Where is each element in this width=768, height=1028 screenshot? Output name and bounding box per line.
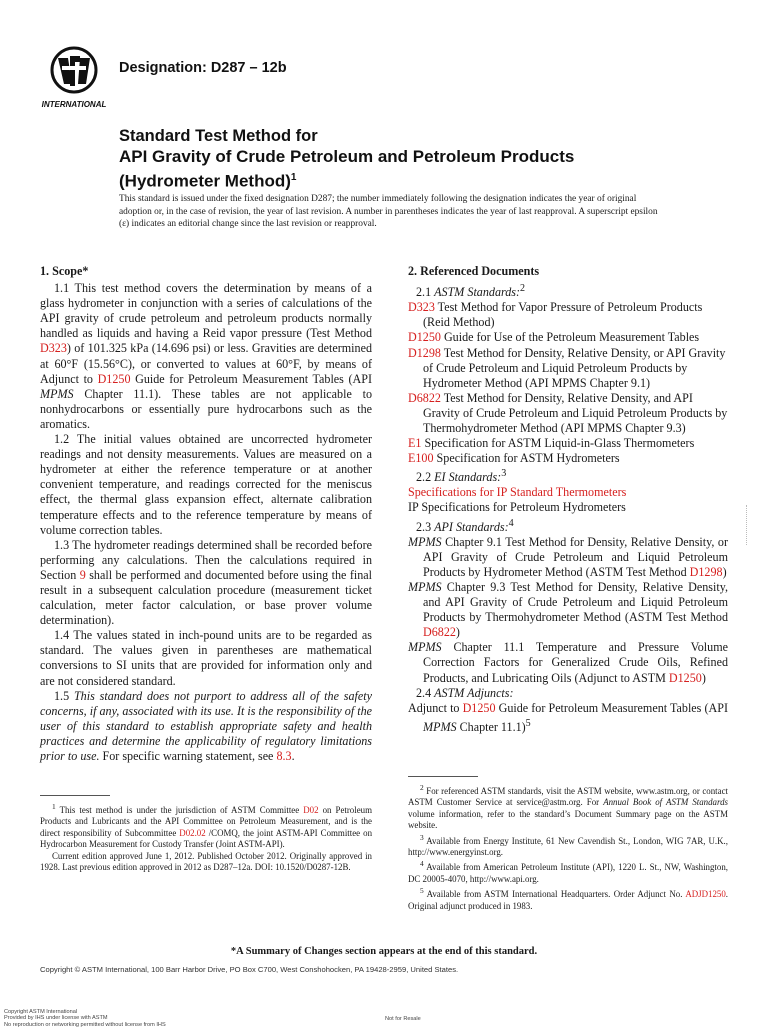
footnote-rule-left: [40, 795, 110, 796]
astm-standard-item: [408, 330, 728, 345]
footnote-3: $^3$ Available from Energy Institute, 61 New Cavendish St., London, WIG 7AR, U.K., http://www.energyinst.org.: [408, 832, 728, 857]
footnote-4: $^4$ Available from American Petroleum Institute (API), 1220 L. St., NW, Washington, DC 20005-4070, http://www.api.org.: [408, 859, 728, 884]
scope-heading: 1. Scope*: [40, 264, 89, 278]
astm-standard-code-link[interactable]: D323: [408, 300, 435, 315]
astm-standard-title: Specification for ASTM Liquid-in-Glass Thermometers: [421, 436, 695, 451]
scope-1-2: 1.2 The initial values obtained are uncorrected hydrometer readings and not density measurements. Values are measured on a hydrometer at either the reference temperature or at another convenient temperature, and readings corrected for the meniscus effect, the thermal glass expansion effect, alternate calibration temperature effects and to the reference temperature by means of volume correction tables.: [40, 432, 372, 537]
astm-standards-list: [408, 300, 728, 466]
footnote-right: [408, 782, 728, 912]
astm-logo: [34, 44, 114, 112]
title-block: [119, 127, 574, 192]
link-d1250-api[interactable]: D1250: [668, 670, 702, 685]
logo-text: INTERNATIONAL: [41, 100, 107, 109]
scope-1-5: 1.5 This standard does not purport to address all of the safety concerns, if any, associated with its use. It is the responsibility of the user of this standard to establish appropriate safety and health practices and determine the applicability of regulatory limitations prior to use. For specific warning statement, see 8.3.: [40, 688, 372, 763]
astm-standard-code-link[interactable]: D1298: [408, 345, 441, 360]
astm-standard-code-link[interactable]: D1250: [408, 330, 441, 345]
ei-spec-thermometers[interactable]: Specifications for IP Standard Thermometers: [408, 485, 627, 500]
scope-1-4: 1.4 The values stated in inch-pound units are to be regarded as standard. The values given in parentheses are mathematical conversions to SI units that are provided for information only and are not considered standard.: [40, 628, 372, 688]
title-line-3: (Hydrometer Method)$^1$: [119, 171, 297, 191]
scope-1-1: 1.1 This test method covers the determination by means of a glass hydrometer in conjunction with a series of calculations of the API gravity of crude petroleum and petroleum products normally handled as liquids and having a Reid vapor pressure (Test Method D323) of 101.325 kPa (14.696 psi) or less. Gravities are determined at 60°F (15.56°C), or converted to values at 60°F, by means of Adjunct to D1250 Guide for Petroleum Measurement Tables (API MPMS Chapter 11.1). These tables are not applicable to nonhydrocarbons or essentially pure hydrocarbons such as the aromatics.: [40, 281, 372, 431]
link-d6822[interactable]: D6822: [423, 625, 456, 640]
api-mpms-9-1: MPMS Chapter 9.1 Test Method for Density, Relative Density, or API Gravity of Crude Petroleum and Liquid Petroleum Products by Hydrometer Method (ASTM Test Method D1298): [408, 534, 728, 579]
astm-standard-item: [408, 451, 728, 466]
astm-standard-item: [408, 300, 728, 330]
astm-standard-code-link[interactable]: E100: [408, 451, 434, 466]
link-section-9[interactable]: 9: [79, 567, 86, 582]
link-d1250[interactable]: D1250: [97, 371, 131, 386]
ei-spec-hydrometers: IP Specifications for Petroleum Hydrometers: [408, 500, 626, 515]
link-adjd1250[interactable]: ADJD1250: [685, 889, 726, 900]
astm-standard-title: Guide for Use of the Petroleum Measurement Tables: [440, 330, 700, 345]
api-mpms-9-3: MPMS Chapter 9.3 Test Method for Density, Relative Density, and API Gravity of Crude Petroleum and Liquid Petroleum Products by Thermohydrometer Method (ASTM Test Method D6822): [408, 579, 728, 640]
footnote-1: $^1$ This test method is under the jurisdiction of ASTM Committee D02 on Petroleum Products and Lubricants and the API Committee on Petroleum Measurement, and is the direct responsibility of Subcommittee D02.02 /COMQ, the joint ASTM-API Committee on Hydrocarbon Measurement for Custody Transfer (Joint ASTM-API).: [40, 802, 373, 850]
astm-standard-item: [408, 436, 728, 451]
astm-standard-item: [408, 346, 728, 391]
license-watermark: Copyright ASTM International Provided by IHS under license with ASTM No reproduction or networking permitted without license from IHS: [4, 1009, 166, 1028]
footnote-1-edition: Current edition approved June 1, 2012. Published October 2012. Originally approved in 1928. Last previous edition approved in 2012 as D287–12a. DOI: 10.1520/D0287-12B.: [40, 850, 372, 872]
footnote-rule-right: [408, 776, 478, 777]
footnote-5: $^5$ Available from ASTM International Headquarters. Order Adjunct No. ADJD1250. Original adjunct produced in 1983.: [408, 886, 728, 911]
footnote-2: $^2$ For referenced ASTM standards, visit the ASTM website, www.astm.org, or contact ASTM Customer Service at service@astm.org. For Annual Book of ASTM Standards volume information, refer to the standard’s Document Summary page on the ASTM website.: [408, 783, 728, 831]
title-line-2: API Gravity of Crude Petroleum and Petroleum Products: [119, 147, 575, 166]
astm-standard-title: Test Method for Vapor Pressure of Petroleum Products (Reid Method): [423, 300, 703, 330]
designation: Designation: D287 – 12b: [119, 60, 287, 76]
title-footnote-ref[interactable]: 1: [290, 172, 297, 183]
link-d1250-adjunct[interactable]: D1250: [462, 700, 496, 715]
link-d1298[interactable]: D1298: [689, 564, 723, 579]
astm-standard-title: Test Method for Density, Relative Density, or API Gravity of Crude Petroleum and Liquid Petroleum Products by Hydrometer Method (API MPMS Chapter 9.1): [423, 345, 726, 390]
link-d02-02[interactable]: D02.02: [179, 827, 206, 838]
refs-2-3: 2.3 API Standards:$^4$: [416, 517, 514, 534]
astm-standard-code-link[interactable]: E1: [408, 436, 422, 451]
link-8-3[interactable]: 8.3: [276, 749, 292, 763]
astm-standard-code-link[interactable]: D6822: [408, 390, 441, 405]
refs-2-4: 2.4 ASTM Adjuncts:: [416, 685, 514, 700]
astm-standard-title: Test Method for Density, Relative Density, and API Gravity of Crude Petroleum and Liquid Petroleum Products by Thermohydrometer Method (API MPMS Chapter 9.3): [423, 390, 728, 435]
referenced-documents-section: [408, 264, 728, 735]
refs-2-1: 2.1 ASTM Standards:$^2$: [416, 283, 526, 300]
api-mpms-11-1: MPMS Chapter 11.1 Temperature and Pressure Volume Correction Factors for Generalized Crude Oils, Refined Products, and Lubricating Oils (Adjunct to ASTM D1250): [408, 640, 728, 685]
link-d323[interactable]: D323: [40, 341, 67, 356]
astm-standard-item: [408, 391, 728, 436]
summary-of-changes-note: *A Summary of Changes section appears at the end of this standard.: [230, 946, 538, 957]
side-mark: [746, 505, 749, 545]
not-for-resale: Not for Resale: [385, 1016, 421, 1022]
scope-section: [40, 264, 372, 764]
copyright-line: Copyright © ASTM International, 100 Barr Harbor Drive, PO Box C700, West Conshohocken, PA 19428-2959, United States.: [40, 965, 459, 974]
adjunct-d1250: Adjunct to D1250 Guide for Petroleum Measurement Tables (API MPMS Chapter 11.1)$^5$: [408, 700, 728, 734]
footnote-left: [40, 801, 372, 873]
refs-heading: 2. Referenced Documents: [408, 264, 540, 278]
astm-standard-title: Specification for ASTM Hydrometers: [433, 451, 620, 466]
issued-note: This standard is issued under the fixed designation D287; the number immediately following the designation indicates the year of original adoption or, in the case of revision, the year of last revision. A number in parentheses indicates the year of last reapproval. A superscript epsilon (ε) indicates an editorial change since the last revision or reapproval.: [119, 194, 658, 229]
title-line-1: Standard Test Method for: [119, 127, 318, 145]
astm-international-logo-icon: [52, 48, 96, 92]
refs-2-2: 2.2 EI Standards:$^3$: [416, 468, 507, 485]
scope-1-3: 1.3 The hydrometer readings determined shall be recorded before performing any calculations. Then the calculations required in Section 9 shall be performed and documented before using the final result in a subsequent calculation procedure (measurement ticket calculation, meter factor calculation, or base prover volume determination).: [40, 537, 372, 628]
link-d02[interactable]: D02: [303, 804, 319, 815]
